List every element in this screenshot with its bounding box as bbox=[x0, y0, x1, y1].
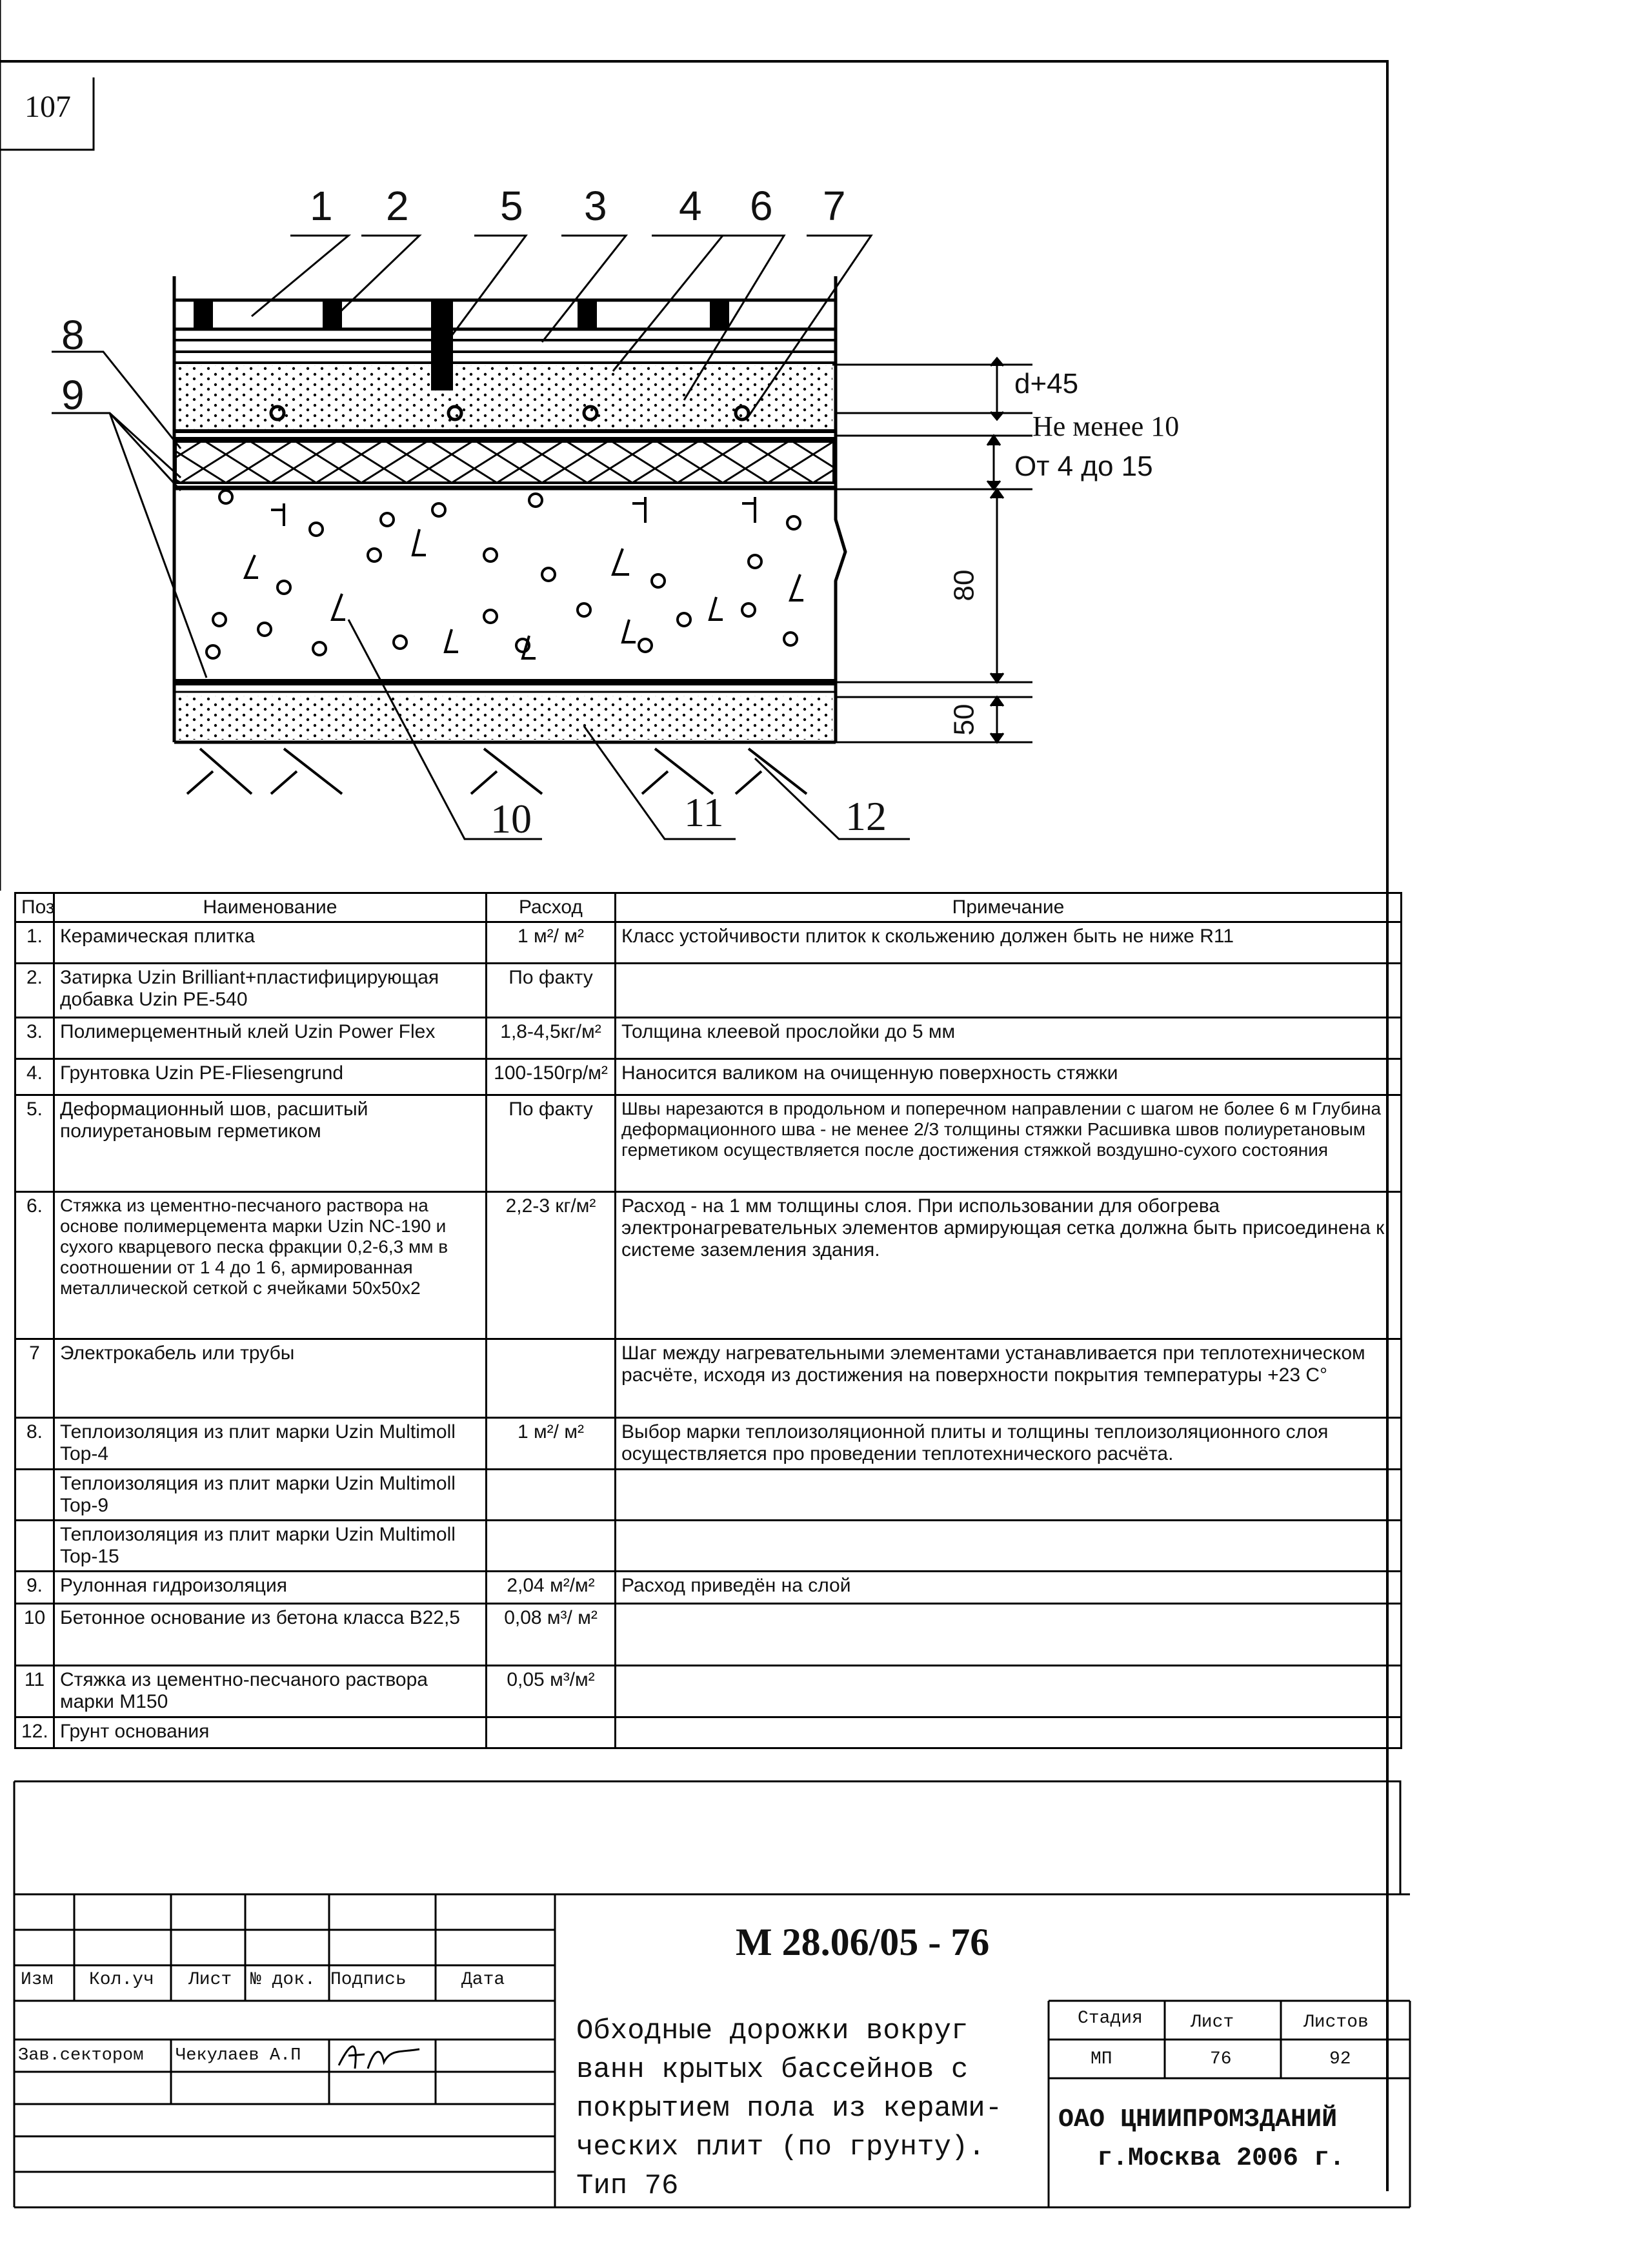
organization-city-year: г.Москва 2006 г. bbox=[1097, 2144, 1345, 2173]
drawing-title-line-5: Тип 76 bbox=[576, 2170, 679, 2202]
cell-pos: 10 bbox=[15, 1604, 54, 1666]
drawing-title-line-3: покрытием пола из керами- bbox=[576, 2092, 1003, 2125]
cell-name: Электрокабель или трубы bbox=[54, 1339, 487, 1418]
sheet-value: 76 bbox=[1210, 2049, 1232, 2069]
stage-value: МП bbox=[1091, 2049, 1112, 2069]
cell-name: Полимерцементный клей Uzin Power Flex bbox=[54, 1018, 487, 1059]
callout-9: 9 bbox=[61, 372, 85, 418]
callout-6: 6 bbox=[750, 183, 773, 229]
cell-note: Класс устойчивости плиток к скольжению должен быть не ниже R11 bbox=[616, 922, 1402, 964]
dimension-slab-label: 80 bbox=[948, 569, 980, 602]
drawing-title-line-1: Обходные дорожки вокруг bbox=[576, 2015, 969, 2047]
cell-pos: 8. bbox=[15, 1418, 54, 1470]
cell-usage: 0,08 м³/ м² bbox=[487, 1604, 616, 1666]
cell-pos: 3. bbox=[15, 1018, 54, 1059]
organization-name: ОАО ЦНИИПРОМЗДАНИЙ bbox=[1058, 2105, 1338, 2134]
cell-pos: 1. bbox=[15, 922, 54, 964]
callout-11: 11 bbox=[684, 789, 724, 835]
document-code: М 28.06/05 - 76 bbox=[736, 1921, 990, 1963]
cell-note: Шаг между нагревательными элементами устанавливается при теплотехническом расчёте, исходя из достижения на поверхности покрытия температуры +23 С° bbox=[616, 1339, 1402, 1418]
cell-name: Деформационный шов, расшитый полиуретановым герметиком bbox=[54, 1095, 487, 1192]
cell-pos: 7 bbox=[15, 1339, 54, 1418]
cell-name: Керамическая плитка bbox=[54, 922, 487, 964]
cell-note: Толщина клеевой прослойки до 5 мм bbox=[616, 1018, 1402, 1059]
cell-name: Теплоизоляция из плит марки Uzin Multimoll Top-15 bbox=[54, 1521, 487, 1572]
cell-note: Расход приведён на слой bbox=[616, 1572, 1402, 1604]
page-number: 107 bbox=[25, 90, 71, 124]
cell-name: Теплоизоляция из плит марки Uzin Multimoll Top-9 bbox=[54, 1470, 487, 1521]
callout-4: 4 bbox=[679, 183, 702, 229]
cell-pos: 5. bbox=[15, 1095, 54, 1192]
callout-1: 1 bbox=[310, 183, 333, 229]
drawing-title-line-4: ческих плит (по грунту). bbox=[576, 2131, 985, 2163]
callout-2: 2 bbox=[386, 183, 409, 229]
cell-name: Грунтовка Uzin PE-Fliesengrund bbox=[54, 1059, 487, 1095]
role-label: Зав.сектором bbox=[18, 2046, 144, 2065]
header-usage: Расход bbox=[487, 893, 616, 922]
cell-note: Выбор марки теплоизоляционной плиты и толщины теплоизоляционного слоя осуществляется про проведении теплотехнического расчёта. bbox=[616, 1418, 1402, 1470]
callout-8: 8 bbox=[61, 312, 85, 358]
cell-pos: 2. bbox=[15, 964, 54, 1018]
cell-note: Расход - на 1 мм толщины слоя. При использовании для обогрева электронагревательных элементов армирующая сетка должна быть присоединена к системе заземления здания. bbox=[616, 1192, 1402, 1339]
cell-pos: 6. bbox=[15, 1192, 54, 1339]
stage-header: Стадия bbox=[1078, 2009, 1143, 2029]
cell-name: Рулонная гидроизоляция bbox=[54, 1572, 487, 1604]
callout-7: 7 bbox=[823, 183, 846, 229]
sheets-value: 92 bbox=[1329, 2049, 1351, 2069]
dimension-d-label: d+45 bbox=[1014, 368, 1079, 400]
cell-usage: 1 м²/ м² bbox=[487, 1418, 616, 1470]
col-header-izm: Изм bbox=[21, 1970, 54, 1990]
cell-pos: 11 bbox=[15, 1666, 54, 1717]
person-name: Чекулаев А.П bbox=[176, 2046, 301, 2065]
cell-usage: 100-150гр/м² bbox=[487, 1059, 616, 1095]
sheet-header: Лист bbox=[1191, 2012, 1234, 2032]
dimension-min-label: Не менее 10 bbox=[1032, 410, 1180, 442]
cell-usage: По факту bbox=[487, 1095, 616, 1192]
col-header-date: Дата bbox=[461, 1970, 505, 1990]
cell-name: Стяжка из цементно-песчаного раствора на основе полимерцемента марки Uzin NC-190 и сухого кварцевого песка фракции 0,2-6,3 мм в соотношении от 1 4 до 1 6, армированная металлической сеткой с ячейками 50х50х2 bbox=[54, 1192, 487, 1339]
col-header-list: Лист bbox=[188, 1970, 232, 1990]
cell-name: Теплоизоляция из плит марки Uzin Multimoll Top-4 bbox=[54, 1418, 487, 1470]
cell-pos: 12. bbox=[15, 1717, 54, 1748]
cell-note: Швы нарезаются в продольном и поперечном направлении с шагом не более 6 м Глубина деформационного шва - не менее 2/3 толщины стяжки Расшивка швов полиуретановым герметиком осуществляется после достижения стяжкой воздушно-сухого состояния bbox=[616, 1095, 1402, 1192]
col-header-kol: Кол.уч bbox=[89, 1970, 154, 1990]
drawing-title-line-2: ванн крытых бассейнов с bbox=[576, 2054, 969, 2086]
signature bbox=[336, 2036, 426, 2075]
cell-usage: 2,2-3 кг/м² bbox=[487, 1192, 616, 1339]
cell-name: Затирка Uzin Brilliant+пластифицирующая добавка Uzin PE-540 bbox=[54, 964, 487, 1018]
cell-pos: 9. bbox=[15, 1572, 54, 1604]
header-name: Наименование bbox=[54, 893, 487, 922]
dimension-base-label: 50 bbox=[948, 704, 980, 736]
cell-usage: По факту bbox=[487, 964, 616, 1018]
cell-name: Бетонное основание из бетона класса В22,5 bbox=[54, 1604, 487, 1666]
cell-usage: 1 м²/ м² bbox=[487, 922, 616, 964]
callout-3: 3 bbox=[584, 183, 607, 229]
col-header-doc: № док. bbox=[250, 1970, 316, 1990]
header-note: Примечание bbox=[616, 893, 1402, 922]
callout-10: 10 bbox=[490, 796, 532, 842]
sheets-header: Листов bbox=[1303, 2012, 1369, 2032]
cell-name: Стяжка из цементно-песчаного раствора марки М150 bbox=[54, 1666, 487, 1717]
col-header-sign: Подпись bbox=[330, 1970, 407, 1990]
callout-12: 12 bbox=[845, 793, 887, 839]
header-pos: Поз bbox=[15, 893, 54, 922]
cell-pos: 4. bbox=[15, 1059, 54, 1095]
cell-name: Грунт основания bbox=[54, 1717, 487, 1748]
cell-note: Наносится валиком на очищенную поверхность стяжки bbox=[616, 1059, 1402, 1095]
dimension-range-label: От 4 до 15 bbox=[1014, 451, 1153, 482]
cell-usage: 1,8-4,5кг/м² bbox=[487, 1018, 616, 1059]
cell-usage: 2,04 м²/м² bbox=[487, 1572, 616, 1604]
cell-usage: 0,05 м³/м² bbox=[487, 1666, 616, 1717]
callout-5: 5 bbox=[500, 183, 523, 229]
